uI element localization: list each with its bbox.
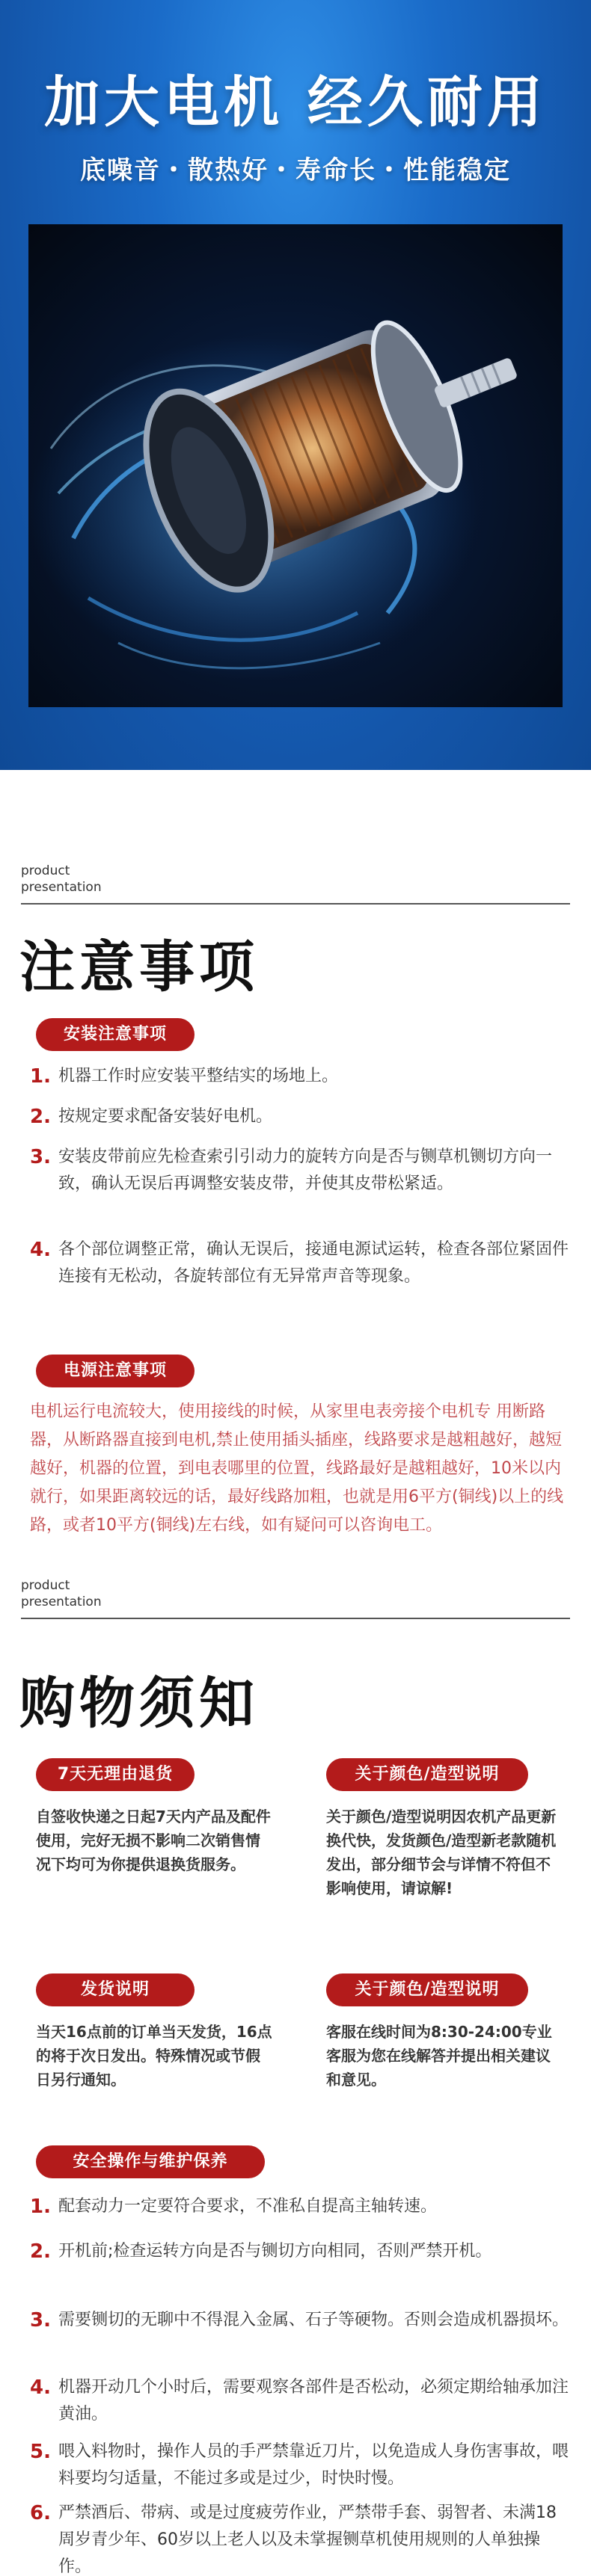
item-text: 需要铡切的无聊中不得混入金属、石子等硬物。否则会造成机器损坏。 bbox=[58, 2311, 569, 2329]
install-notice-badge: 安装注意事项 bbox=[36, 1018, 195, 1051]
motor-photo bbox=[28, 224, 563, 707]
color-style-badge: 关于颜色/造型说明 bbox=[326, 1758, 528, 1791]
section-divider bbox=[21, 903, 570, 905]
item-number: 3. bbox=[30, 2309, 51, 2332]
section-label-presentation: presentation bbox=[21, 880, 102, 895]
install-item bbox=[30, 1103, 569, 1130]
power-notice-badge: 电源注意事项 bbox=[36, 1355, 195, 1387]
hero-banner bbox=[0, 0, 591, 770]
power-notice-text: 电机运行电流较大，使用接线的时候，从家里电表旁接个电机专 用断路器，从断路器直接到电机,禁止使用插头插座，线路要求是越粗越好，越短越好，机器的位置，到电表哪里的位置，线路最好是越粗越好，10米以内就行，如果距离较远的话，最好线路加粗，也就是用6平方(铜线)以上的线路，或者10平方(铜线)左右线，如有疑问可以咨询电工。 bbox=[30, 1402, 564, 1535]
item-text: 各个部位调整正常，确认无误后，接通电源试运转，检查各部位紧固件连接有无松动，各旋转部位有无异常声音等现象。 bbox=[58, 1240, 569, 1286]
install-item bbox=[30, 1236, 569, 1290]
safety-item bbox=[30, 2374, 569, 2428]
notice-title: 注意事项 bbox=[19, 935, 259, 999]
item-number: 2. bbox=[30, 1106, 51, 1128]
motor-illustration bbox=[28, 224, 563, 707]
item-text: 安装皮带前应先检查索引引动力的旋转方向是否与铡草机铡切方向一致，确认无误后再调整安装皮带，并使其皮带松紧适。 bbox=[58, 1147, 553, 1193]
return-policy-text: 自签收快递之日起7天内产品及配件使用，完好无损不影响二次销售情况下均可为你提供退换货服务。 bbox=[36, 1808, 271, 1873]
shipping-text: 当天16点前的订单当天发货，16点的将于次日发出。特殊情况或节假日另行通知。 bbox=[36, 2023, 272, 2089]
safety-item bbox=[30, 2438, 569, 2492]
install-item bbox=[30, 1144, 569, 1198]
item-text: 机器工作时应安装平整结实的场地上。 bbox=[58, 1067, 339, 1085]
item-number: 3. bbox=[30, 1146, 51, 1168]
item-number: 1. bbox=[30, 1065, 51, 1088]
install-item bbox=[30, 1063, 569, 1090]
item-number: 4. bbox=[30, 2376, 51, 2399]
section-label-product: product bbox=[21, 863, 70, 878]
customer-service-text: 客服在线时间为8:30-24:00专业客服为您在线解答并提出相关建议和意见。 bbox=[326, 2023, 552, 2089]
item-text: 喂入料物时，操作人员的手严禁靠近刀片，以免造成人身伤害事故，喂料要均匀适量，不能过多或是过少，时快时慢。 bbox=[58, 2442, 569, 2488]
section-divider bbox=[21, 1618, 570, 1619]
shipping-badge: 发货说明 bbox=[36, 1973, 195, 2006]
item-number: 1. bbox=[30, 2196, 51, 2218]
item-text: 机器开动几个小时后，需要观察各部件是否松动，必须定期给轴承加注黄油。 bbox=[58, 2378, 569, 2424]
item-number: 2. bbox=[30, 2240, 51, 2263]
section-label-product: product bbox=[21, 1578, 70, 1593]
safety-item bbox=[30, 2307, 569, 2334]
safety-badge: 安全操作与维护保养 bbox=[36, 2145, 265, 2178]
purchase-title: 购物须知 bbox=[19, 1671, 259, 1736]
item-number: 5. bbox=[30, 2441, 51, 2463]
customer-service-badge: 关于颜色/造型说明 bbox=[326, 1973, 528, 2006]
item-text: 按规定要求配备安装好电机。 bbox=[58, 1107, 273, 1126]
safety-item bbox=[30, 2193, 569, 2220]
hero-title: 加大电机 经久耐用 bbox=[44, 70, 547, 135]
item-text: 开机前;检查运转方向是否与铡切方向相同，否则严禁开机。 bbox=[58, 2242, 492, 2261]
item-number: 4. bbox=[30, 1239, 51, 1261]
hero-subtitle: 底噪音・散热好・寿命长・性能稳定 bbox=[80, 155, 511, 185]
safety-item bbox=[30, 2238, 569, 2265]
return-policy-badge: 7天无理由退货 bbox=[36, 1758, 195, 1791]
item-text: 配套动力一定要符合要求，不准私自提高主轴转速。 bbox=[58, 2197, 438, 2216]
item-text: 严禁酒后、带病、或是过度疲劳作业，严禁带手套、弱智者、未满18周岁青少年、60岁以上老人以及未掌握铡草机使用规则的人单独操作。 bbox=[58, 2503, 557, 2576]
item-number: 6. bbox=[30, 2502, 51, 2524]
color-style-text: 关于颜色/造型说明因农机产品更新换代快，发货颜色/造型新老款随机发出，部分细节会与详情不符但不影响使用，请谅解! bbox=[326, 1808, 557, 1897]
section-label-presentation: presentation bbox=[21, 1594, 102, 1609]
safety-item bbox=[30, 2500, 569, 2576]
